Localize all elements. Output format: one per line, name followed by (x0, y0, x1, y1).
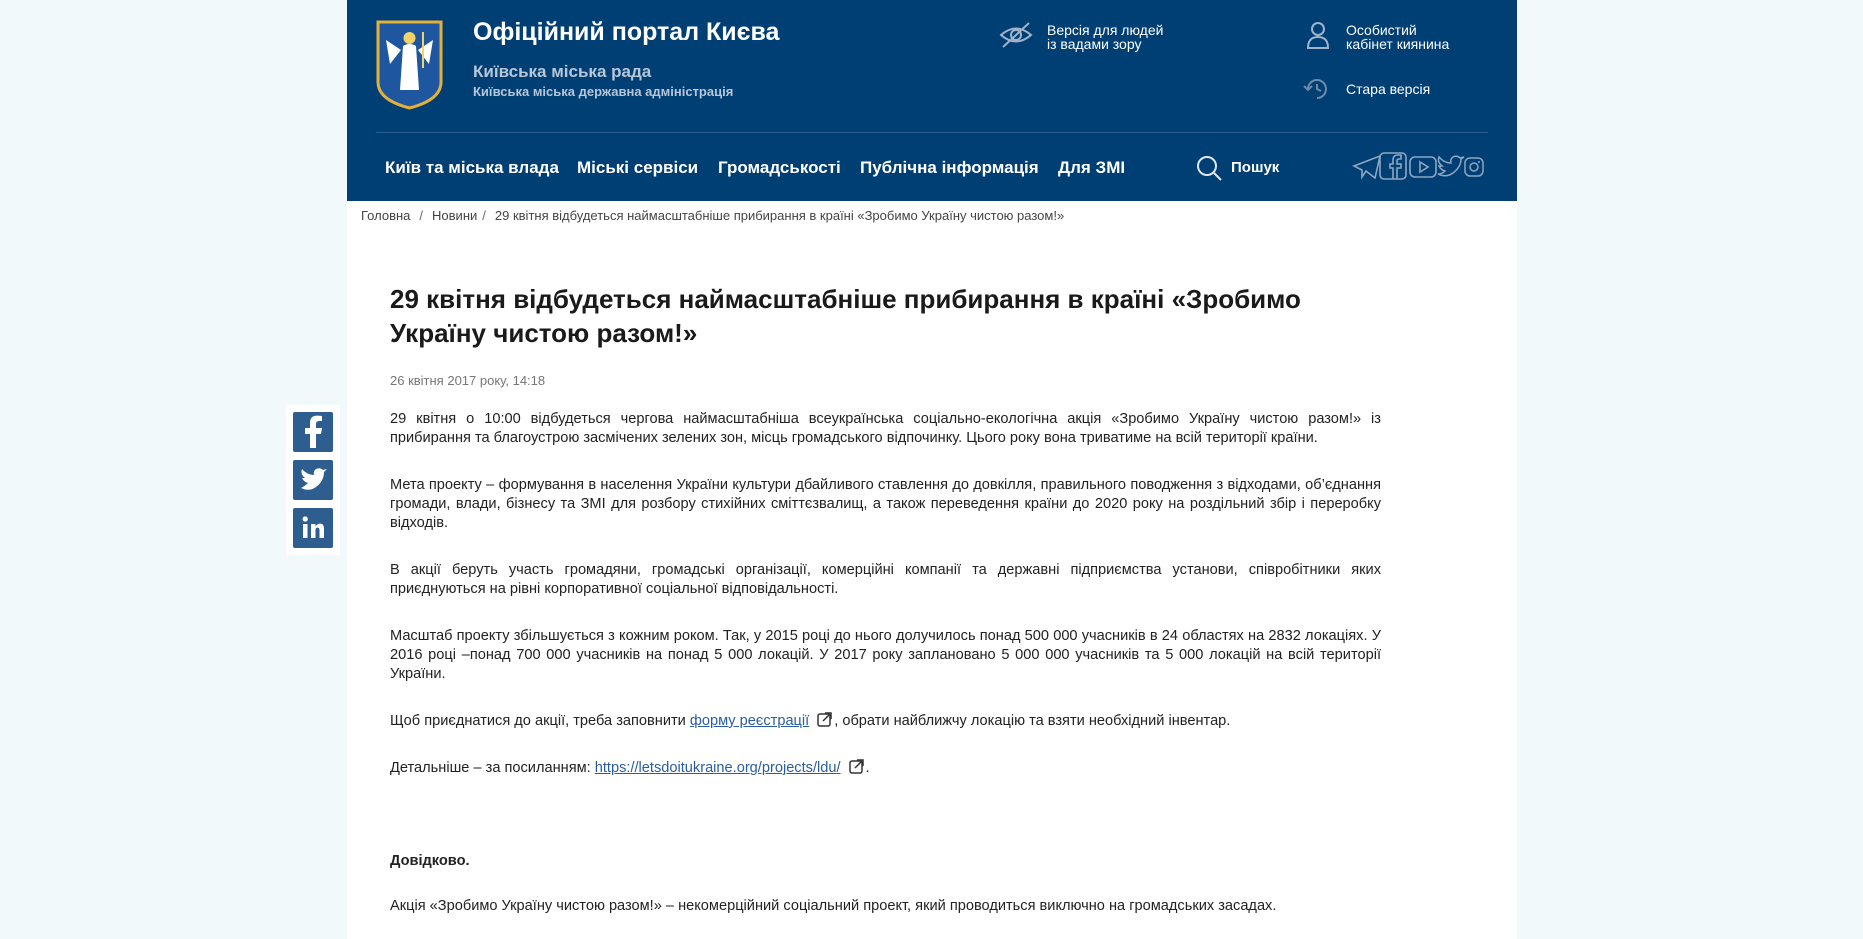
details-text-after: . (865, 760, 870, 776)
linkedin-icon (293, 508, 333, 548)
nav-for-media[interactable]: Для ЗМІ (1058, 158, 1126, 177)
search-icon[interactable] (1195, 154, 1223, 182)
site-header (347, 0, 1517, 201)
accessibility-line-1: Версія для людей (1047, 22, 1164, 38)
share-twitter-button[interactable] (293, 460, 333, 500)
twitter-icon (293, 460, 333, 500)
breadcrumb-news[interactable]: Новини (432, 208, 478, 223)
article-date: 26 квітня 2017 року, 14:18 (390, 373, 546, 388)
registration-text-after: , обрати найближчу локацію та взяти необхідний інвентар. (834, 713, 1231, 729)
breadcrumb-separator: / (482, 208, 486, 223)
facebook-icon[interactable] (1379, 152, 1407, 180)
council-name: Київська міська рада (473, 62, 652, 81)
breadcrumb (361, 208, 1064, 223)
kyiv-coat-of-arms-icon[interactable] (376, 20, 443, 110)
details-text-before: Детальніше – за посиланням: (390, 760, 595, 776)
share-panel (286, 405, 340, 555)
page (347, 0, 1517, 939)
letsdoitukraine-link[interactable]: https://letsdoitukraine.org/projects/ldu/ (594, 760, 841, 776)
portal-title[interactable]: Офіційний портал Києва (473, 18, 780, 46)
old-version-link[interactable]: Стара версія (1346, 81, 1431, 97)
nav-kyiv-and-city-authority[interactable]: Київ та міська влада (385, 158, 559, 177)
youtube-icon[interactable] (1409, 156, 1437, 178)
share-facebook-button[interactable] (293, 412, 333, 452)
article-paragraph: Мета проекту – формування в населення України культури дбайливого ставлення до довкілля, правильного поводження з відходами, об’єднання громади, влади, бізнесу та ЗМІ для розбору стихійних сміттєзвалищ, а також переведення країни до 2020 року на роздільний збір і переробку відходів. (390, 477, 1381, 531)
administration-name: Київська міська державна адміністрація (473, 84, 734, 99)
breadcrumb-separator: / (419, 208, 424, 223)
article-title: 29 квітня відбудеться наймасштабніше прибирання в країні «Зробимо Україну чистою разом!» (390, 284, 1301, 348)
nav-public[interactable]: Громадськості (718, 158, 841, 177)
article (390, 282, 1381, 916)
article-paragraph: Акція «Зробимо Україну чистою разом!» – некомерційний соціальний проект, який проводиться виключно на громадських засадах. (390, 898, 1277, 914)
history-icon[interactable] (1302, 76, 1332, 102)
accessibility-version-link[interactable] (1047, 23, 1163, 51)
personal-cabinet-link[interactable] (1346, 23, 1449, 51)
breadcrumb-home[interactable]: Головна (361, 208, 411, 223)
article-paragraph-details (390, 759, 1381, 778)
share-linkedin-button[interactable] (293, 508, 333, 548)
external-link-icon[interactable] (817, 712, 832, 727)
instagram-icon[interactable] (1464, 157, 1484, 177)
article-paragraph: Масштаб проекту збільшується з кожним роком. Так, у 2015 році до нього долучилось понад 500 000 учасників в 24 областях на 2832 локаціях. У 2016 році –понад 700 000 учасників на понад 5 000 локацій. У 2017 року заплановано 5 000 000 учасників та 5 000 локацій на всій території України. (390, 628, 1381, 682)
telegram-icon[interactable] (1352, 154, 1382, 180)
cabinet-line-1: Особистий (1346, 22, 1417, 38)
registration-text-before: Щоб приєднатися до акції, треба заповнити (390, 713, 690, 729)
article-paragraph: 29 квітня о 10:00 відбудеться чергова наймасштабніша всеукраїнська соціально-екологічна акція «Зробимо Україну чистою разом!» із прибирання та благоустрою засмічених зелених зон, місць громадського відпочинку. Цього року вона триватиме на всій території країни. (390, 411, 1381, 446)
search-button[interactable]: Пошук (1231, 159, 1280, 176)
eye-slash-icon[interactable] (999, 20, 1033, 50)
external-link-icon[interactable] (849, 759, 864, 774)
header-divider (376, 132, 1488, 133)
twitter-icon[interactable] (1436, 155, 1466, 179)
article-paragraph: В акції беруть участь громадяни, громадські організації, комерційні компанії та державні підприємства установи, співробітники яких приєднуються на рівні корпоративної соціальної відповідальності. (390, 562, 1381, 597)
facebook-icon (293, 412, 333, 452)
reference-title: Довідково. (390, 853, 470, 869)
user-icon[interactable] (1305, 20, 1331, 50)
cabinet-line-2: кабінет киянина (1346, 36, 1450, 52)
breadcrumb-current: 29 квітня відбудеться наймасштабніше прибирання в країні «Зробимо Україну чистою разом!» (494, 208, 1065, 223)
article-paragraph-registration (390, 712, 1381, 731)
nav-city-services[interactable]: Міські сервіси (577, 158, 699, 177)
nav-public-information[interactable]: Публічна інформація (860, 158, 1039, 177)
accessibility-line-2: із вадами зору (1047, 36, 1142, 52)
registration-form-link[interactable]: форму реєстрації (689, 713, 810, 729)
